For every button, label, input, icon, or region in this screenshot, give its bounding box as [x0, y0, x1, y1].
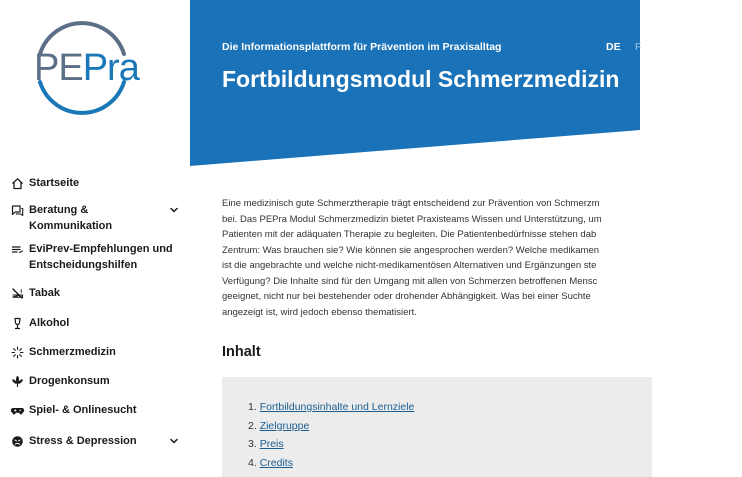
sidebar-item-label: Beratung & Kommunikation: [29, 204, 113, 232]
sidebar-item-label: Startseite: [29, 177, 80, 189]
sidebar-nav: [0, 168, 190, 456]
toc-link-credits[interactable]: Credits: [259, 456, 293, 469]
main-content: [190, 166, 640, 469]
cannabis-icon: [10, 374, 24, 388]
sidebar-item-stress[interactable]: [0, 426, 190, 456]
no-smoking-icon: [10, 286, 24, 300]
logo-wordmark: [34, 46, 139, 90]
language-de[interactable]: DE: [606, 41, 621, 53]
sidebar-item-beratung[interactable]: [0, 196, 190, 238]
site-tagline: Die Informationsplattform für Prävention im Praxisalltag: [222, 41, 502, 53]
sidebar: [0, 0, 190, 460]
sidebar-item-drogenkonsum[interactable]: [0, 367, 190, 396]
toc-item: [248, 417, 414, 436]
intro-paragraph: [222, 196, 742, 320]
sidebar-item-label: Alkohol: [29, 317, 70, 329]
chevron-down-icon[interactable]: [168, 435, 180, 447]
sidebar-item-eviprev[interactable]: [0, 238, 190, 280]
toc-number: 1.: [248, 401, 257, 413]
sidebar-item-label: Stress & Depression: [29, 435, 137, 447]
intro-line: Zentrum: Was brauchen sie? Wie können sie angesprochen werden? Welche medikamen: [222, 244, 600, 256]
sidebar-item-label: Tabak: [29, 287, 60, 299]
toc-number: 3.: [248, 438, 257, 450]
glass-icon: [10, 316, 24, 330]
section-heading-inhalt: Inhalt: [222, 344, 261, 360]
sidebar-item-startseite[interactable]: [0, 168, 190, 196]
intro-line: Verfügung? Die Inhalte sind für den Umgang mit allen von Schmerzen betroffenen Mensc: [222, 275, 598, 287]
table-of-contents: [222, 377, 652, 477]
toc-link-fortbildungsinhalte[interactable]: Fortbildungsinhalte und Lernziele: [259, 401, 415, 413]
sidebar-item-label: Schmerzmedizin: [29, 346, 116, 358]
sidebar-item-schmerzmedizin[interactable]: [0, 338, 190, 367]
toc-number: 4.: [248, 456, 257, 469]
stress-icon: [10, 434, 24, 448]
chevron-down-icon[interactable]: [168, 204, 180, 216]
toc-link-zielgruppe[interactable]: Zielgruppe: [259, 419, 310, 432]
sidebar-item-label: Drogenkonsum: [29, 375, 110, 387]
logo-pe: PE: [34, 47, 83, 89]
logo-pra: Pra: [82, 47, 139, 89]
home-icon: [10, 176, 24, 190]
header-banner: [190, 0, 640, 166]
page-title: Fortbildungsmodul Schmerzmedizin: [222, 66, 620, 92]
logo[interactable]: [30, 24, 139, 112]
toc-item: [248, 454, 414, 473]
language-fr[interactable]: F: [635, 41, 642, 53]
intro-line: Patienten mit der adäquaten Therapie zu begleiten. Die Patientenbedürfnisse stehen dab: [222, 229, 597, 240]
intro-line: geeignet, nicht nur bei bestehender oder drohender Abhängigkeit. Was bei einer Suchte: [222, 291, 591, 302]
sidebar-item-alkohol[interactable]: [0, 309, 190, 338]
toc-link-preis[interactable]: Preis: [259, 438, 284, 450]
sidebar-item-tabak[interactable]: [0, 280, 190, 309]
sidebar-item-label: EviPrev-Empfehlungen und Entscheidungshilfen: [29, 243, 173, 271]
sidebar-item-spielsucht[interactable]: [0, 396, 190, 426]
sidebar-item-label: Spiel- & Onlinesucht: [29, 404, 137, 416]
intro-line: Eine medizinisch gute Schmerztherapie trägt entscheidend zur Prävention von Schmerzm: [222, 198, 600, 209]
pain-burst-icon: [10, 345, 24, 359]
intro-line: ist die angebrachte und welche nicht-medikamentösen Alternativen und Ergänzungen ste: [222, 260, 597, 271]
toc-item: [248, 435, 414, 454]
intro-line: bei. Das PEPra Modul Schmerzmedizin bietet Praxisteams Wissen und Unterstützung, um: [222, 213, 602, 225]
gamepad-icon: [10, 403, 24, 417]
toc-item: [248, 398, 414, 417]
chat-icon: [10, 203, 24, 217]
intro-line: angezeigt ist, wird jedoch ebenso thematisiert.: [222, 306, 417, 318]
list-icon: [10, 242, 24, 256]
toc-number: 2.: [248, 419, 257, 432]
